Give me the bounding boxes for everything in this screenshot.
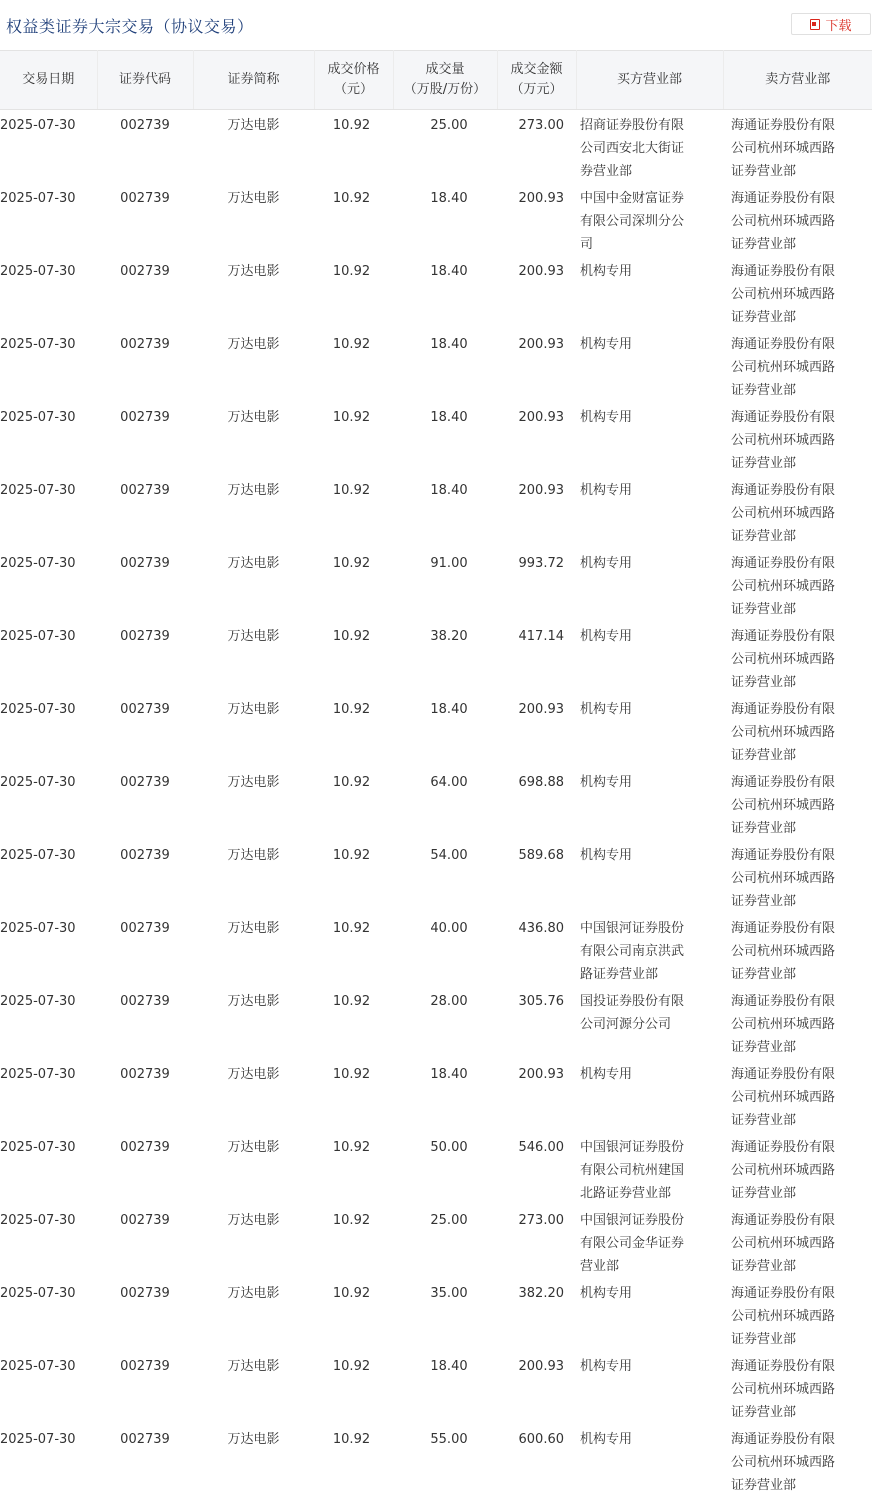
cell-seller: 海通证券股份有限公司杭州环城西路证券营业部 <box>723 767 872 840</box>
page-header <box>0 0 872 50</box>
cell-code: 002739 <box>97 621 193 694</box>
table-row <box>0 402 872 475</box>
cell-amount: 382.20 <box>497 1278 576 1351</box>
cell-volume: 64.00 <box>393 767 497 840</box>
table-row <box>0 694 872 767</box>
column-header-label: 卖方营业部 <box>765 72 830 87</box>
cell-seller: 海通证券股份有限公司杭州环城西路证券营业部 <box>723 110 872 184</box>
cell-name: 万达电影 <box>193 402 314 475</box>
cell-price: 10.92 <box>314 183 393 256</box>
cell-date: 2025-07-30 <box>0 1351 97 1424</box>
cell-buyer: 机构专用 <box>576 402 723 475</box>
cell-buyer: 机构专用 <box>576 1059 723 1132</box>
cell-price: 10.92 <box>314 1351 393 1424</box>
table-row <box>0 1351 872 1424</box>
download-label: 下载 <box>825 15 851 34</box>
cell-buyer: 中国中金财富证券有限公司深圳分公司 <box>576 183 723 256</box>
column-header-label: 证券代码 <box>119 72 171 87</box>
cell-price: 10.92 <box>314 840 393 913</box>
cell-price: 10.92 <box>314 1278 393 1351</box>
cell-volume: 28.00 <box>393 986 497 1059</box>
cell-price: 10.92 <box>314 1205 393 1278</box>
column-header-price <box>314 51 393 110</box>
cell-buyer: 机构专用 <box>576 256 723 329</box>
cell-date: 2025-07-30 <box>0 1424 97 1497</box>
table-row <box>0 1205 872 1278</box>
cell-amount: 698.88 <box>497 767 576 840</box>
cell-name: 万达电影 <box>193 329 314 402</box>
table-row <box>0 1278 872 1351</box>
cell-seller: 海通证券股份有限公司杭州环城西路证券营业部 <box>723 840 872 913</box>
table-row <box>0 1424 872 1497</box>
cell-seller: 海通证券股份有限公司杭州环城西路证券营业部 <box>723 402 872 475</box>
cell-buyer: 机构专用 <box>576 767 723 840</box>
cell-price: 10.92 <box>314 256 393 329</box>
cell-amount: 200.93 <box>497 475 576 548</box>
cell-code: 002739 <box>97 475 193 548</box>
cell-volume: 18.40 <box>393 256 497 329</box>
cell-name: 万达电影 <box>193 110 314 184</box>
cell-amount: 200.93 <box>497 183 576 256</box>
cell-price: 10.92 <box>314 402 393 475</box>
cell-date: 2025-07-30 <box>0 402 97 475</box>
table-row <box>0 840 872 913</box>
cell-volume: 18.40 <box>393 475 497 548</box>
column-header-label: （万股/万份） <box>404 82 486 97</box>
cell-seller: 海通证券股份有限公司杭州环城西路证券营业部 <box>723 621 872 694</box>
cell-price: 10.92 <box>314 1424 393 1497</box>
cell-code: 002739 <box>97 1351 193 1424</box>
cell-seller: 海通证券股份有限公司杭州环城西路证券营业部 <box>723 1205 872 1278</box>
cell-name: 万达电影 <box>193 840 314 913</box>
cell-price: 10.92 <box>314 110 393 184</box>
cell-code: 002739 <box>97 329 193 402</box>
cell-buyer: 机构专用 <box>576 1424 723 1497</box>
block-trade-table <box>0 50 872 1497</box>
cell-name: 万达电影 <box>193 1424 314 1497</box>
table-row <box>0 767 872 840</box>
column-header-buyer <box>576 51 723 110</box>
cell-name: 万达电影 <box>193 183 314 256</box>
table-row <box>0 256 872 329</box>
cell-date: 2025-07-30 <box>0 913 97 986</box>
cell-seller: 海通证券股份有限公司杭州环城西路证券营业部 <box>723 1132 872 1205</box>
cell-name: 万达电影 <box>193 913 314 986</box>
column-header-label: 成交量 <box>425 62 464 77</box>
cell-price: 10.92 <box>314 329 393 402</box>
cell-price: 10.92 <box>314 694 393 767</box>
column-header-code <box>97 51 193 110</box>
cell-buyer: 中国银河证券股份有限公司南京洪武路证券营业部 <box>576 913 723 986</box>
cell-volume: 25.00 <box>393 1205 497 1278</box>
cell-amount: 546.00 <box>497 1132 576 1205</box>
cell-seller: 海通证券股份有限公司杭州环城西路证券营业部 <box>723 1424 872 1497</box>
cell-date: 2025-07-30 <box>0 548 97 621</box>
cell-volume: 54.00 <box>393 840 497 913</box>
table-row <box>0 329 872 402</box>
cell-buyer: 中国银河证券股份有限公司杭州建国北路证券营业部 <box>576 1132 723 1205</box>
table-row <box>0 475 872 548</box>
cell-amount: 589.68 <box>497 840 576 913</box>
table-row <box>0 183 872 256</box>
cell-seller: 海通证券股份有限公司杭州环城西路证券营业部 <box>723 1278 872 1351</box>
cell-volume: 18.40 <box>393 1351 497 1424</box>
cell-buyer: 机构专用 <box>576 548 723 621</box>
cell-amount: 600.60 <box>497 1424 576 1497</box>
cell-code: 002739 <box>97 183 193 256</box>
table-row <box>0 913 872 986</box>
cell-code: 002739 <box>97 694 193 767</box>
column-header-seller <box>723 51 872 110</box>
cell-price: 10.92 <box>314 1059 393 1132</box>
cell-date: 2025-07-30 <box>0 1278 97 1351</box>
cell-date: 2025-07-30 <box>0 110 97 184</box>
cell-date: 2025-07-30 <box>0 1059 97 1132</box>
cell-volume: 38.20 <box>393 621 497 694</box>
cell-seller: 海通证券股份有限公司杭州环城西路证券营业部 <box>723 1059 872 1132</box>
cell-code: 002739 <box>97 1132 193 1205</box>
cell-price: 10.92 <box>314 475 393 548</box>
cell-seller: 海通证券股份有限公司杭州环城西路证券营业部 <box>723 986 872 1059</box>
cell-date: 2025-07-30 <box>0 183 97 256</box>
page-title: 权益类证券大宗交易（协议交易） <box>6 14 254 37</box>
column-header-label: （元） <box>334 82 373 97</box>
cell-date: 2025-07-30 <box>0 621 97 694</box>
cell-amount: 305.76 <box>497 986 576 1059</box>
column-header-date <box>0 51 97 110</box>
cell-volume: 55.00 <box>393 1424 497 1497</box>
column-header-label: 买方营业部 <box>617 72 682 87</box>
cell-buyer: 机构专用 <box>576 694 723 767</box>
cell-date: 2025-07-30 <box>0 694 97 767</box>
cell-seller: 海通证券股份有限公司杭州环城西路证券营业部 <box>723 548 872 621</box>
cell-name: 万达电影 <box>193 1205 314 1278</box>
table-row <box>0 1059 872 1132</box>
cell-seller: 海通证券股份有限公司杭州环城西路证券营业部 <box>723 694 872 767</box>
table-row <box>0 110 872 184</box>
column-header-label: 证券简称 <box>227 72 279 87</box>
cell-name: 万达电影 <box>193 694 314 767</box>
cell-amount: 436.80 <box>497 913 576 986</box>
cell-buyer: 机构专用 <box>576 621 723 694</box>
cell-name: 万达电影 <box>193 1059 314 1132</box>
cell-date: 2025-07-30 <box>0 1205 97 1278</box>
cell-name: 万达电影 <box>193 1278 314 1351</box>
cell-amount: 273.00 <box>497 110 576 184</box>
cell-buyer: 中国银河证券股份有限公司金华证券营业部 <box>576 1205 723 1278</box>
cell-amount: 200.93 <box>497 694 576 767</box>
cell-volume: 18.40 <box>393 329 497 402</box>
cell-seller: 海通证券股份有限公司杭州环城西路证券营业部 <box>723 1351 872 1424</box>
cell-code: 002739 <box>97 1278 193 1351</box>
cell-seller: 海通证券股份有限公司杭州环城西路证券营业部 <box>723 183 872 256</box>
cell-date: 2025-07-30 <box>0 475 97 548</box>
cell-volume: 40.00 <box>393 913 497 986</box>
column-header-label: 成交价格 <box>327 62 379 77</box>
table-body <box>0 110 872 1497</box>
cell-code: 002739 <box>97 1205 193 1278</box>
cell-seller: 海通证券股份有限公司杭州环城西路证券营业部 <box>723 329 872 402</box>
cell-amount: 200.93 <box>497 329 576 402</box>
cell-volume: 25.00 <box>393 110 497 184</box>
table-row <box>0 1132 872 1205</box>
cell-code: 002739 <box>97 767 193 840</box>
cell-name: 万达电影 <box>193 548 314 621</box>
cell-buyer: 机构专用 <box>576 840 723 913</box>
cell-seller: 海通证券股份有限公司杭州环城西路证券营业部 <box>723 913 872 986</box>
cell-price: 10.92 <box>314 767 393 840</box>
column-header-label: （万元） <box>510 82 562 97</box>
cell-date: 2025-07-30 <box>0 256 97 329</box>
cell-date: 2025-07-30 <box>0 986 97 1059</box>
column-header-name <box>193 51 314 110</box>
cell-name: 万达电影 <box>193 986 314 1059</box>
cell-code: 002739 <box>97 1059 193 1132</box>
table-header-row <box>0 51 872 110</box>
cell-date: 2025-07-30 <box>0 840 97 913</box>
cell-amount: 993.72 <box>497 548 576 621</box>
cell-buyer: 机构专用 <box>576 1351 723 1424</box>
cell-date: 2025-07-30 <box>0 1132 97 1205</box>
cell-name: 万达电影 <box>193 1132 314 1205</box>
cell-amount: 417.14 <box>497 621 576 694</box>
cell-volume: 91.00 <box>393 548 497 621</box>
table-row <box>0 986 872 1059</box>
cell-price: 10.92 <box>314 1132 393 1205</box>
cell-volume: 18.40 <box>393 694 497 767</box>
cell-price: 10.92 <box>314 986 393 1059</box>
table-row <box>0 621 872 694</box>
cell-date: 2025-07-30 <box>0 329 97 402</box>
cell-amount: 273.00 <box>497 1205 576 1278</box>
cell-volume: 18.40 <box>393 402 497 475</box>
download-button[interactable] <box>791 13 871 35</box>
cell-seller: 海通证券股份有限公司杭州环城西路证券营业部 <box>723 256 872 329</box>
cell-price: 10.92 <box>314 913 393 986</box>
cell-buyer: 国投证券股份有限公司河源分公司 <box>576 986 723 1059</box>
cell-name: 万达电影 <box>193 1351 314 1424</box>
cell-price: 10.92 <box>314 548 393 621</box>
cell-buyer: 机构专用 <box>576 1278 723 1351</box>
column-header-label: 交易日期 <box>22 72 74 87</box>
cell-date: 2025-07-30 <box>0 767 97 840</box>
cell-name: 万达电影 <box>193 621 314 694</box>
cell-volume: 18.40 <box>393 1059 497 1132</box>
cell-name: 万达电影 <box>193 475 314 548</box>
cell-amount: 200.93 <box>497 256 576 329</box>
cell-amount: 200.93 <box>497 1059 576 1132</box>
column-header-label: 成交金额 <box>510 62 562 77</box>
cell-code: 002739 <box>97 840 193 913</box>
cell-code: 002739 <box>97 256 193 329</box>
column-header-amount <box>497 51 576 110</box>
cell-volume: 18.40 <box>393 183 497 256</box>
download-icon <box>810 19 820 30</box>
cell-price: 10.92 <box>314 621 393 694</box>
cell-buyer: 机构专用 <box>576 475 723 548</box>
column-header-volume <box>393 51 497 110</box>
cell-buyer: 招商证券股份有限公司西安北大街证券营业部 <box>576 110 723 184</box>
table-row <box>0 548 872 621</box>
cell-name: 万达电影 <box>193 767 314 840</box>
cell-code: 002739 <box>97 548 193 621</box>
cell-amount: 200.93 <box>497 1351 576 1424</box>
cell-code: 002739 <box>97 986 193 1059</box>
cell-code: 002739 <box>97 1424 193 1497</box>
cell-buyer: 机构专用 <box>576 329 723 402</box>
cell-code: 002739 <box>97 402 193 475</box>
cell-code: 002739 <box>97 913 193 986</box>
cell-amount: 200.93 <box>497 402 576 475</box>
cell-seller: 海通证券股份有限公司杭州环城西路证券营业部 <box>723 475 872 548</box>
cell-volume: 50.00 <box>393 1132 497 1205</box>
cell-volume: 35.00 <box>393 1278 497 1351</box>
cell-name: 万达电影 <box>193 256 314 329</box>
cell-code: 002739 <box>97 110 193 184</box>
